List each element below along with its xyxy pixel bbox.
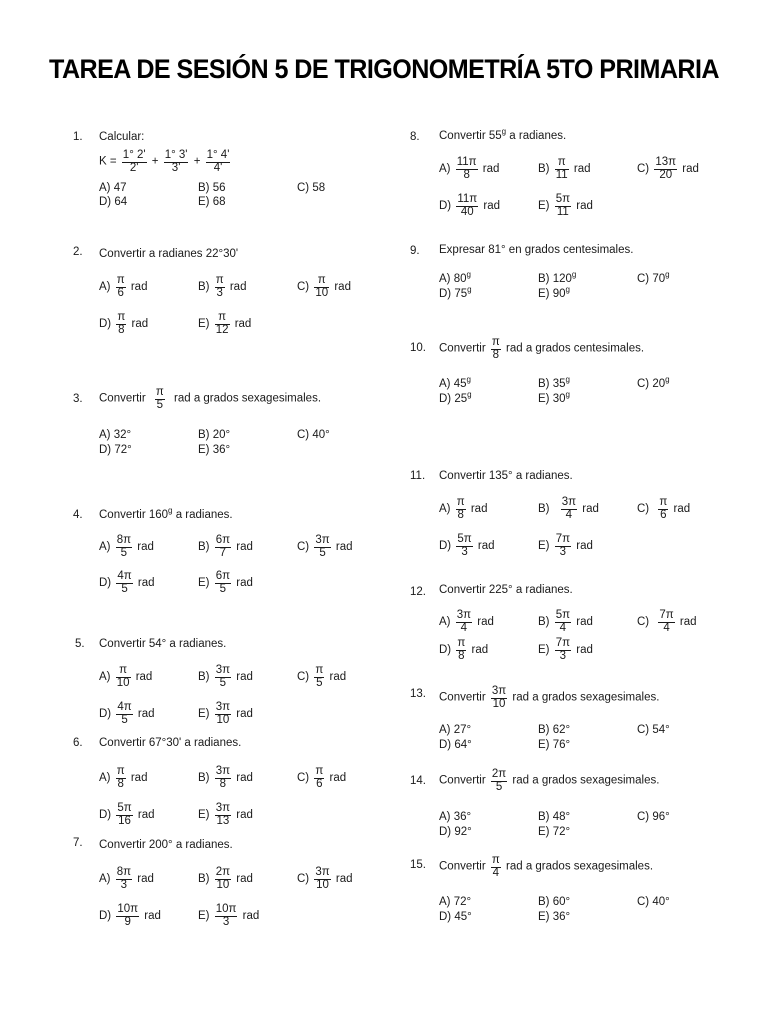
option-a: A) $\frac{\pi}{8}$ rad (99, 765, 148, 790)
option-a: A) 47 (99, 182, 127, 194)
fraction: $\frac{1^\circ 3'}{3'}$ (164, 149, 188, 174)
option-b: B) 20° (198, 429, 231, 441)
option-d: D) $\frac{4\pi}{5}$ rad (99, 701, 155, 726)
question-text: Convertir 225° a radianes. (439, 584, 573, 596)
option-a: A) $\frac{\pi}{6}$ rad (99, 274, 148, 299)
option-c: C) $\frac{3\pi}{10}$ rad (297, 866, 353, 891)
question-number: 13. (410, 688, 426, 700)
question-number: 8. (410, 131, 420, 143)
plus-sign: + (151, 155, 159, 168)
formula-label: K = (99, 155, 117, 168)
option-e: E) 76° (538, 739, 571, 751)
option-d: D) 64 (99, 196, 128, 208)
option-b: B) 120$^g$ (538, 270, 577, 285)
option-b: B) $\frac{\pi}{3}$ rad (198, 274, 247, 299)
question-number: 15. (410, 859, 426, 871)
option-e: E) $\frac{\pi}{12}$ rad (198, 311, 252, 336)
question-text: Convertir $\frac{\pi}{8}$ rad a grados centesimales. (439, 336, 645, 361)
option-c: C) $\frac{7\pi}{4}$ rad (637, 609, 697, 634)
question-number: 3. (73, 393, 83, 405)
option-b: B) $\frac{3\pi}{8}$ rad (198, 765, 253, 790)
option-c: C) $\frac{13\pi}{20}$ rad (637, 156, 699, 181)
option-c: C) $\frac{3\pi}{5}$ rad (297, 534, 353, 559)
option-e: E) 36° (198, 444, 231, 456)
question-text: Convertir 55$^g$ a radianes. (439, 127, 567, 142)
option-d: D) $\frac{5\pi}{3}$ rad (439, 533, 495, 558)
option-d: D) $\frac{10\pi}{9}$ rad (99, 903, 161, 928)
option-c: C) 54° (637, 724, 670, 736)
question-number: 5. (75, 638, 85, 650)
option-d: D) $\frac{\pi}{8}$ rad (99, 311, 149, 336)
option-b: B) 62° (538, 724, 571, 736)
option-a: A) 27° (439, 724, 472, 736)
option-b: B) $\frac{5\pi}{4}$ rad (538, 609, 593, 634)
option-d: D) 25$^g$ (439, 390, 472, 405)
option-a: A) $\frac{11\pi}{8}$ rad (439, 156, 500, 181)
question-text: Calcular: (99, 131, 145, 143)
option-e: E) $\frac{10\pi}{3}$ rad (198, 903, 260, 928)
option-d: D) 75$^g$ (439, 285, 472, 300)
option-c: C) $\frac{\pi}{6}$ rad (297, 765, 347, 790)
page-title: TAREA DE SESIÓN 5 DE TRIGONOMETRÍA 5TO PRIMARIA (49, 54, 719, 84)
option-b: B) $\frac{\pi}{11}$ rad (538, 156, 591, 181)
option-b: B) 60° (538, 896, 571, 908)
option-b: B) 56 (198, 182, 226, 194)
question-number: 1. (73, 131, 83, 143)
plus-sign: + (193, 155, 201, 168)
option-e: E) 72° (538, 826, 571, 838)
option-c: C) $\frac{\pi}{6}$ rad (637, 496, 691, 521)
option-e: E) $\frac{3\pi}{10}$ rad (198, 701, 253, 726)
option-c: C) 70$^g$ (637, 270, 670, 285)
option-d: D) $\frac{4\pi}{5}$ rad (99, 570, 155, 595)
option-e: E) $\frac{5\pi}{11}$ rad (538, 193, 593, 218)
question-number: 6. (73, 737, 83, 749)
option-c: C) 58 (297, 182, 326, 194)
option-a: A) 45$^g$ (439, 375, 471, 390)
option-d: D) $\frac{\pi}{8}$ rad (439, 637, 489, 662)
question-text: Convertir $\frac{3\pi}{10}$ rad a grados sexagesimales. (439, 685, 660, 710)
option-a: A) $\frac{3\pi}{4}$ rad (439, 609, 494, 634)
option-d: D) 64° (439, 739, 472, 751)
question-number: 11. (410, 470, 426, 482)
option-e: E) 90$^g$ (538, 285, 570, 300)
option-e: E) 68 (198, 196, 226, 208)
question-text: Convertir 67°30' a radianes. (99, 737, 242, 749)
option-a: A) $\frac{\pi}{10}$ rad (99, 664, 153, 689)
option-d: D) 72° (99, 444, 132, 456)
option-e: E) $\frac{3\pi}{13}$ rad (198, 802, 253, 827)
question-text: Convertir 160$^g$ a radianes. (99, 506, 233, 521)
option-a: A) 36° (439, 811, 472, 823)
option-d: D) $\frac{5\pi}{16}$ rad (99, 802, 155, 827)
option-d: D) 92° (439, 826, 472, 838)
fraction: $\frac{1^\circ 4'}{4'}$ (206, 149, 230, 174)
question-text: Convertir 135° a radianes. (439, 470, 573, 482)
option-b: B) $\frac{3\pi}{4}$ rad (538, 496, 599, 521)
option-a: A) 72° (439, 896, 472, 908)
option-a: A) $\frac{8\pi}{5}$ rad (99, 534, 154, 559)
question-number: 10. (410, 342, 426, 354)
question-number: 9. (410, 245, 420, 257)
question-text: Convertir a radianes 22°30' (99, 248, 239, 260)
option-e: E) $\frac{7\pi}{3}$ rad (538, 637, 593, 662)
question-number: 7. (73, 837, 83, 849)
option-e: E) 30$^g$ (538, 390, 570, 405)
option-e: E) $\frac{7\pi}{3}$ rad (538, 533, 593, 558)
formula (99, 150, 232, 174)
option-b: B) $\frac{6\pi}{7}$ rad (198, 534, 253, 559)
question-number: 12. (410, 586, 426, 598)
option-c: C) $\frac{\pi}{10}$ rad (297, 274, 351, 299)
option-a: A) 80$^g$ (439, 270, 471, 285)
option-a: A) 32° (99, 429, 132, 441)
option-c: C) 20$^g$ (637, 375, 670, 390)
option-e: E) $\frac{6\pi}{5}$ rad (198, 570, 253, 595)
option-c: C) $\frac{\pi}{5}$ rad (297, 664, 347, 689)
option-b: B) 35$^g$ (538, 375, 570, 390)
question-text: Convertir $\frac{2\pi}{5}$ rad a grados sexagesimales. (439, 768, 660, 793)
option-c: C) 40° (297, 429, 330, 441)
option-d: D) $\frac{11\pi}{40}$ rad (439, 193, 501, 218)
question-number: 4. (73, 509, 83, 521)
option-a: A) $\frac{\pi}{8}$ rad (439, 496, 488, 521)
option-a: A) $\frac{8\pi}{3}$ rad (99, 866, 154, 891)
question-text: Convertir 200° a radianes. (99, 839, 233, 851)
option-c: C) 40° (637, 896, 670, 908)
question-text: Convertir 54° a radianes. (99, 638, 227, 650)
question-number: 14. (410, 775, 426, 787)
question-text: Convertir $\frac{\pi}{4}$ rad a grados sexagesimales. (439, 854, 654, 879)
option-b: B) $\frac{2\pi}{10}$ rad (198, 866, 253, 891)
option-e: E) 36° (538, 911, 571, 923)
question-text: Expresar 81° en grados centesimales. (439, 244, 634, 256)
question-number: 2. (73, 246, 83, 258)
fraction: $\frac{1^\circ 2'}{2'}$ (122, 149, 146, 174)
option-c: C) 96° (637, 811, 670, 823)
option-b: B) $\frac{3\pi}{5}$ rad (198, 664, 253, 689)
question-text: Convertir $\frac{\pi}{5}$ rad a grados sexagesimales. (99, 386, 322, 411)
option-b: B) 48° (538, 811, 571, 823)
option-d: D) 45° (439, 911, 472, 923)
